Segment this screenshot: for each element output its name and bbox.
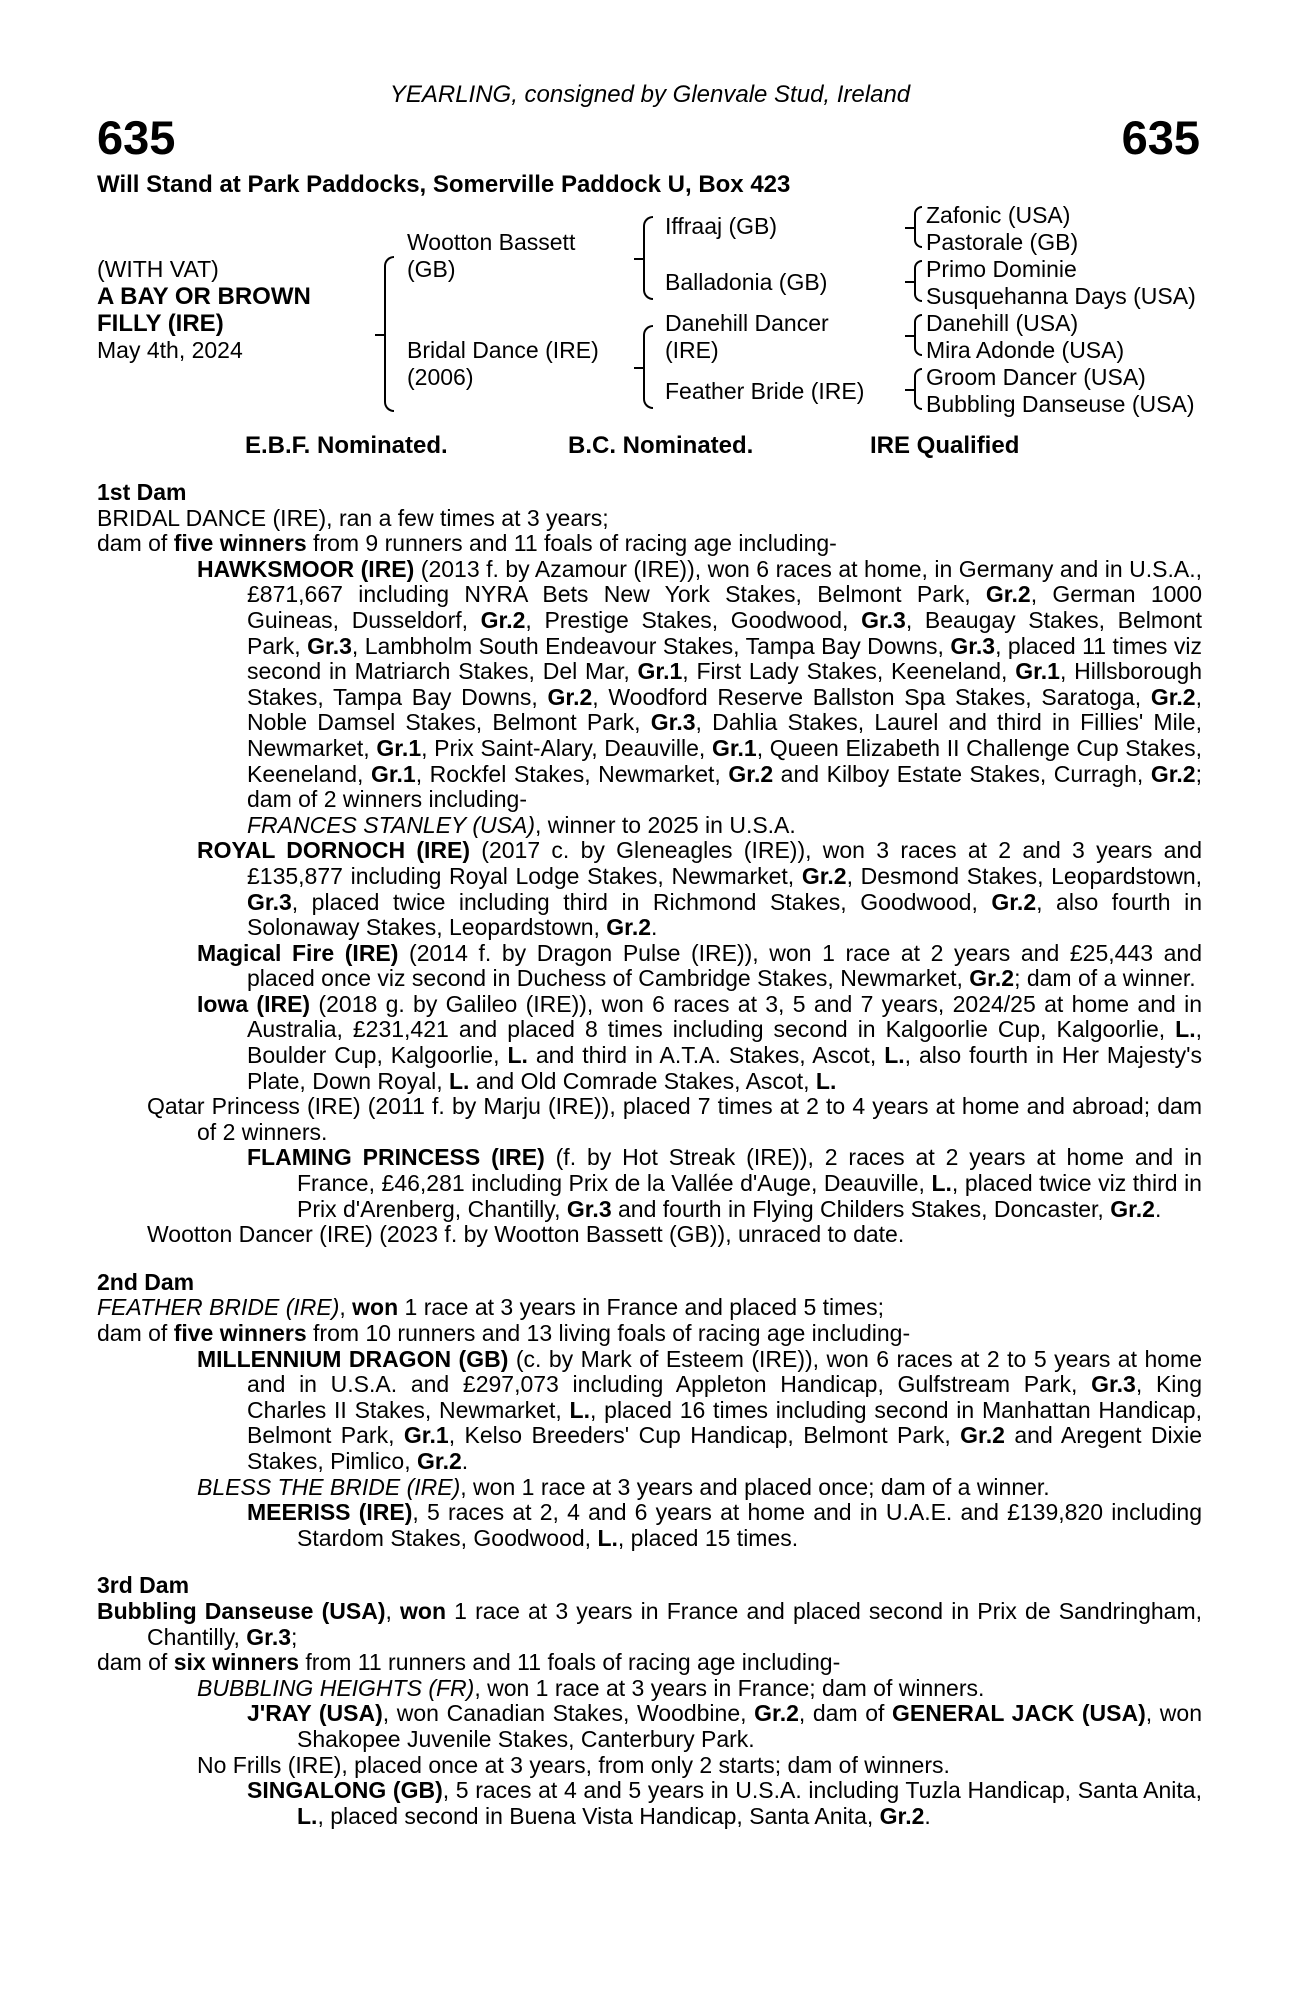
first-dam-intro: BRIDAL DANCE (IRE), ran a few times at 3 years;: [97, 504, 609, 531]
pedigree-brace-ss: [914, 206, 922, 248]
produce-frances-stanley: FRANCES STANLEY (USA), winner to 2025 in U.S.A.: [247, 811, 796, 838]
pedigree-brace-gen1: [384, 256, 394, 412]
horse-name-line2: FILLY (IRE): [97, 310, 224, 337]
pedigree-sdd: Susquehanna Days (USA): [926, 283, 1196, 309]
pedigree-dam-dam: Feather Bride (IRE): [665, 378, 865, 404]
pedigree-sss: Zafonic (USA): [926, 202, 1071, 228]
ire-qualified: IRE Qualified: [870, 432, 1020, 459]
produce-bubbling-heights: BUBBLING HEIGHTS (FR), won 1 race at 3 years in France; dam of winners.: [197, 1674, 985, 1701]
produce-jray: J'RAY (USA), won Canadian Stakes, Woodbine, Gr.2, dam of GENERAL JACK (USA), won Shakopee Juvenile Stakes, Canterbury Park.: [247, 1700, 1202, 1752]
pedigree-brace-ds: [914, 314, 922, 356]
first-dam-dam-of: dam of five winners from 9 runners and 11 foals of racing age including-: [97, 530, 837, 557]
produce-wootton-dancer: Wootton Dancer (IRE) (2023 f. by Wootton Bassett (GB)), unraced to date.: [147, 1221, 905, 1248]
pedigree-ddd: Bubbling Danseuse (USA): [926, 391, 1195, 417]
pedigree-brace-dd: [914, 368, 922, 410]
pedigree-dam-sire: Danehill Dancer: [665, 310, 829, 336]
produce-qatar-princess: Qatar Princess (IRE) (2011 f. by Marju (IRE)), placed 7 times at 2 to 4 years at home and abroad; dam of 2 winners.: [147, 1093, 1202, 1145]
pedigree-sire-country: (GB): [407, 256, 456, 282]
pedigree-dam-year: (2006): [407, 364, 474, 390]
pedigree-brace-sire: [643, 216, 653, 300]
horse-dob: May 4th, 2024: [97, 337, 243, 363]
pedigree-ssd: Pastorale (GB): [926, 229, 1079, 255]
pedigree-dsd: Mira Adonde (USA): [926, 337, 1125, 363]
produce-meeriss: MEERISS (IRE), 5 races at 2, 4 and 6 years at home and in U.A.E. and £139,820 including Stardom Stakes, Goodwood, L., placed 15 times.: [247, 1499, 1202, 1551]
pedigree-brace-dam: [643, 325, 653, 409]
lot-number-right: 635: [1121, 111, 1200, 164]
produce-flaming-princess: FLAMING PRINCESS (IRE) (f. by Hot Streak (IRE)), 2 races at 2 years at home and in France, £46,281 including Prix de la Vallée d'Auge, Deauville, L., placed twice viz third in Prix d'Arenberg, Chantilly, Gr.3 and fourth in Flying Childers Stakes, Doncaster, Gr.2.: [247, 1144, 1203, 1222]
produce-magical-fire: Magical Fire (IRE) (2014 f. by Dragon Pulse (IRE)), won 1 race at 2 years and £25,443 and placed once viz second in Duchess of Cambridge Stakes, Newmarket, Gr.2; dam of a winner.: [197, 939, 1203, 992]
ebf-nominated: E.B.F. Nominated.: [245, 432, 448, 459]
vat-note: (WITH VAT): [97, 256, 219, 282]
horse-name-line1: A BAY OR BROWN: [97, 283, 311, 310]
pedigree-dss: Danehill (USA): [926, 310, 1079, 336]
bc-nominated: B.C. Nominated.: [568, 432, 754, 459]
pedigree-notes: [97, 480, 1202, 1829]
produce-iowa: Iowa (IRE) (2018 g. by Galileo (IRE)), won 6 races at 3, 5 and 7 years, 2024/25 at home and in Australia, £231,421 and placed 8 times including second in Kalgoorlie Cup, Kalgoorlie, L., Boulder Cup, Kalgoorlie, L. and third in A.T.A. Stakes, Ascot, L., also fourth in Her Majesty's Plate, Down Royal, L. and Old Comrade Stakes, Ascot, L.: [197, 990, 1203, 1094]
consignor-line: YEARLING, consigned by Glenvale Stud, Ireland: [389, 81, 911, 108]
pedigree-sire-sire: Iffraaj (GB): [665, 213, 778, 239]
pedigree-sds: Primo Dominie: [926, 256, 1077, 282]
second-dam-intro: FEATHER BRIDE (IRE), won 1 race at 3 years in France and placed 5 times;: [97, 1294, 884, 1321]
pedigree-dds: Groom Dancer (USA): [926, 364, 1146, 390]
pedigree-brace-sd: [914, 260, 922, 302]
produce-royal-dornoch: ROYAL DORNOCH (IRE) (2017 c. by Gleneagles (IRE)), won 3 races at 2 and 3 years and £135,877 including Royal Lodge Stakes, Newmarket, Gr.2, Desmond Stakes, Leopardstown, Gr.3, placed twice including third in Richmond Stakes, Goodwood, Gr.2, also fourth in Solonaway Stakes, Leopardstown, Gr.2.: [197, 837, 1202, 941]
produce-bless-the-bride: BLESS THE BRIDE (IRE), won 1 race at 3 years and placed once; dam of a winner.: [197, 1473, 1050, 1500]
produce-no-frills: No Frills (IRE), placed once at 3 years, from only 2 starts; dam of winners.: [197, 1751, 950, 1778]
produce-millennium-dragon: MILLENNIUM DRAGON (GB) (c. by Mark of Esteem (IRE)), won 6 races at 2 to 5 years at home and in U.S.A. and £297,073 including Appleton Handicap, Gulfstream Park, Gr.3, King Charles II Stakes, Newmarket, L., placed 16 times including second in Manhattan Handicap, Belmont Park, Gr.1, Kelso Breeders' Cup Handicap, Belmont Park, Gr.2 and Aregent Dixie Stakes, Pimlico, Gr.2.: [197, 1345, 1203, 1474]
pedigree-sire: Wootton Bassett: [407, 229, 576, 255]
pedigree-sire-dam: Balladonia (GB): [665, 269, 828, 295]
first-dam-heading: 1st Dam: [97, 479, 187, 505]
second-dam-heading: 2nd Dam: [97, 1268, 195, 1295]
pedigree-dam-sire-country: (IRE): [665, 337, 719, 363]
lot-number-left: 635: [97, 111, 176, 164]
stand-location: Will Stand at Park Paddocks, Somerville Paddock U, Box 423: [97, 171, 791, 198]
third-dam-dam-of: dam of six winners from 11 runners and 11 foals of racing age including-: [97, 1649, 841, 1676]
produce-singalong: SINGALONG (GB), 5 races at 4 and 5 years in U.S.A. including Tuzla Handicap, Santa Anita, L., placed second in Buena Vista Handicap, Santa Anita, Gr.2.: [247, 1777, 1202, 1829]
second-dam-dam-of: dam of five winners from 10 runners and 13 living foals of racing age including-: [97, 1320, 911, 1346]
third-dam-intro: Bubbling Danseuse (USA), won 1 race at 3 years in France and placed second in Prix de Sandringham, Chantilly, Gr.3;: [97, 1597, 1202, 1650]
pedigree-dam: Bridal Dance (IRE): [407, 337, 599, 363]
produce-hawksmoor: HAWKSMOOR (IRE) (2013 f. by Azamour (IRE)), won 6 races at home, in Germany and in U.S.A., £871,667 including NYRA Bets New York Stakes, Belmont Park, Gr.2, German 1000 Guineas, Dusseldorf, Gr.2, Prestige Stakes, Goodwood, Gr.3, Beaugay Stakes, Belmont Park, Gr.3, Lambholm South Endeavour Stakes, Tampa Bay Downs, Gr.3, placed 11 times viz second in Matriarch Stakes, Del Mar, Gr.1, First Lady Stakes, Keeneland, Gr.1, Hillsborough Stakes, Tampa Bay Downs, Gr.2, Woodford Reserve Ballston Spa Stakes, Saratoga, Gr.2, Noble Damsel Stakes, Belmont Park, Gr.3, Dahlia Stakes, Laurel and third in Fillies' Mile, Newmarket, Gr.1, Prix Saint-Alary, Deauville, Gr.1, Queen Elizabeth II Challenge Cup Stakes, Keeneland, Gr.1, Rockfel Stakes, Newmarket, Gr.2 and Kilboy Estate Stakes, Curragh, Gr.2; dam of 2 winners including-: [197, 555, 1202, 813]
third-dam-heading: 3rd Dam: [97, 1572, 190, 1599]
